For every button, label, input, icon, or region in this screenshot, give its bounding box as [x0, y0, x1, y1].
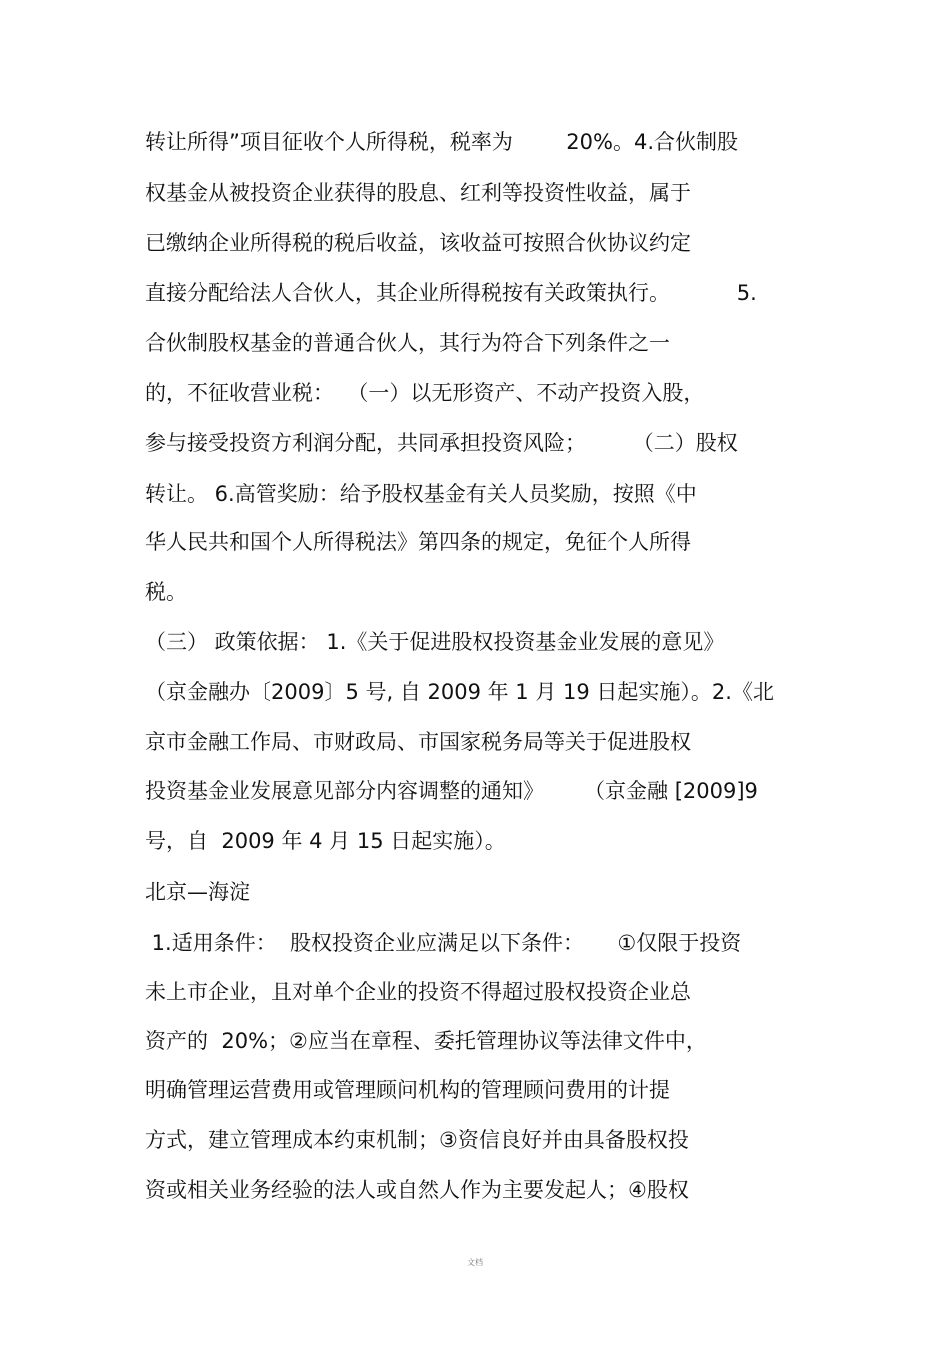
body-line-5: 合伙制股权基金的普通合伙人，其行为符合下列条件之一: [145, 331, 670, 355]
body-line-12: （京金融办〔2009〕5 号, 自 2009 年 1 月 19 日起实施）。2.《北: [145, 680, 774, 704]
body-line-19: 资产的 20%；②应当在章程、委托管理协议等法律文件中，: [145, 1029, 707, 1053]
body-line-7: 参与接受投资方利润分配，共同承担投资风险； （二）股权: [145, 431, 738, 455]
body-line-1: 转让所得”项目征收个人所得税，税率为 20%。4.合伙制股: [145, 130, 738, 154]
body-line-9: 华人民共和国个人所得税法》第四条的规定，免征个人所得: [145, 530, 691, 554]
page-footer: 文档: [467, 1258, 483, 1267]
body-line-6: 的，不征收营业税： （一）以无形资产、不动产投资入股，: [145, 381, 705, 405]
body-line-21: 方式，建立管理成本约束机制；③资信良好并由具备股权投: [145, 1128, 689, 1152]
body-line-14: 投资基金业发展意见部分内容调整的通知》 （京金融 [2009]9: [145, 779, 758, 803]
body-line-20: 明确管理运营费用或管理顾问机构的管理顾问费用的计提: [145, 1078, 670, 1102]
body-line-22: 资或相关业务经验的法人或自然人作为主要发起人；④股权: [145, 1178, 689, 1202]
body-line-17: 1.适用条件： 股权投资企业应满足以下条件： ①仅限于投资: [145, 931, 742, 955]
body-line-3: 已缴纳企业所得税的税后收益，该收益可按照合伙协议约定: [145, 231, 691, 255]
body-line-2: 权基金从被投资企业获得的股息、红利等投资性收益，属于: [145, 181, 691, 205]
section-heading-policy-basis: （三） 政策依据： 1.《关于促进股权投资基金业发展的意见》: [145, 630, 725, 654]
body-line-13: 京市金融工作局、市财政局、市国家税务局等关于促进股权: [145, 730, 691, 754]
body-line-18: 未上市企业，且对单个企业的投资不得超过股权投资企业总: [145, 980, 691, 1004]
body-line-15: 号，自 2009 年 4 月 15 日起实施）。: [145, 829, 506, 853]
body-line-8: 转让。 6.高管奖励：给予股权基金有关人员奖励，按照《中: [145, 482, 697, 506]
region-heading-beijing-haidian: 北京—海淀: [145, 880, 250, 904]
body-line-4: 直接分配给法人合伙人，其企业所得税按有关政策执行。 5.: [145, 281, 757, 305]
body-line-10: 税。: [145, 580, 187, 604]
